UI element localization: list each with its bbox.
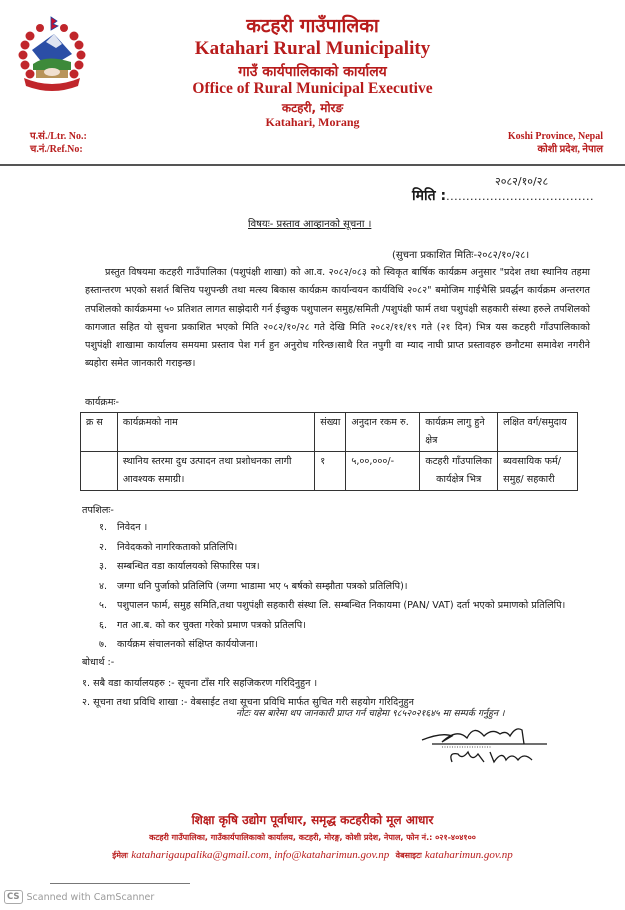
- email-link[interactable]: kataharigaupalika@gmail.com, info@kataharimun.gov.np: [131, 849, 390, 861]
- item-number: २.: [99, 541, 108, 553]
- place-en: Katahari, Morang: [265, 115, 360, 129]
- website-link[interactable]: kataharimun.gov.np: [424, 849, 513, 861]
- cc-label: बोधार्थ :-: [82, 657, 115, 668]
- header-quantity: संख्या: [315, 413, 346, 452]
- date-line: [412, 186, 594, 205]
- item-number: ४.: [99, 580, 108, 592]
- province-ne: कोशी प्रदेश, नेपाल: [537, 144, 603, 155]
- scanner-watermark: [4, 890, 154, 904]
- item-number: १.: [99, 522, 108, 533]
- item-number: ५.: [99, 600, 108, 611]
- cell-target-group: ब्यवसायिक फर्म/समुह/ सहकारी: [498, 452, 578, 491]
- municipality-name-ne: कटहरी गाउँपालिका: [246, 15, 379, 37]
- list-item: [99, 557, 589, 577]
- notice-body: प्रस्तुत विषयमा कटहरी गाउँपालिका (पशुपंक्षी शाखा) को आ.व. २०८२/०८३ को स्विकृत बार्षिक कार्यक्रम अनुसार "प्रदेश तथा स्थानिय तहमा हस्तान्तरण भएको सशर्त बित्तिय पशुपन्छी तथा मत्स्य बिकास कार्यक्रम कार्यान्वयन कार्यविधि २०८२" बमोजिम गाईभैसि प्रवर्द्धन कार्यक्रम अन्तरगत तपशिलको कार्यक्रममा ५० प्रतिशत लागत साझेदारी गर्न ईच्छुक पशुपालन समुह/समिती /पशुपंक्षी फार्म तथा पशुपंक्षी सहकारी संस्था हरुले तपशिलको कागजात सहित यो सुचना प्रकाशित भएको मिति २०८२/१०/२८ गते देखि मिति २०८२/११/१९ गते (२१ दिन) भित्र यस कटहरी गाँउपालिकाको पशुपंक्षी शाखामा कार्यालय समयमा प्रस्ताव पेश गर्न हुन अनुरोध गरिन्छ।साथै रित नपुगी वा म्याद नाघी प्राप्त प्रस्तावहरु छनौटमा समावेश नगरीने ब्यहोरा समेत जानकारी गराइन्छ।: [85, 267, 590, 370]
- email-label: ईमेलः: [112, 851, 129, 860]
- programs-table: [80, 412, 578, 491]
- cell-program-name: स्थानिय स्तरमा दुध उत्पादन तथा प्रशोधनका लागी आवश्यक समाग्री।: [117, 452, 314, 491]
- header-target-group: लक्षित वर्ग/समुदाय: [498, 413, 578, 452]
- programs-label: कार्यक्रमः-: [85, 397, 119, 408]
- municipality-name-en: Katahari Rural Municipality: [194, 38, 431, 59]
- item-text: जग्गा धनि पुर्जाको प्रतिलिपि (जग्गा भाडामा भए ५ बर्षको सम्झौता पत्रको प्रतिलिपि)।: [117, 580, 408, 592]
- item-number: ६.: [99, 619, 108, 631]
- scanner-text: Scanned with CamScanner: [26, 891, 155, 903]
- item-text: पशुपालन फार्म, समुह समिति,तथा पशुपंक्षी सहकारी संस्था लि. सम्बन्धित निकायमा (PAN/ VAT) दर्ता भएको प्रमाणको प्रतिलिपि।: [117, 600, 566, 611]
- attachments-list: [99, 518, 589, 655]
- signature-icon: [412, 718, 552, 768]
- item-text: सम्बन्धित वडा कार्यालयको सिफारिस पत्र।: [117, 561, 260, 572]
- province-en: Koshi Province, Nepal: [507, 131, 603, 142]
- website-label: वेबसाइटः: [395, 851, 422, 860]
- cc-item: २. सूचना तथा प्रविधि शाखा :- वेबसाईट तथा सूचना प्रविधि मार्फत सुचित गरी सहयोग गरिदिनुहुन: [82, 697, 414, 708]
- footer-contact: [0, 849, 625, 861]
- item-text: निवेदकको नागरिकताको प्रतिलिपि।: [117, 541, 238, 553]
- reference-number: च.नं./Ref.No:: [30, 144, 83, 155]
- cell-quantity: १: [315, 452, 346, 491]
- table-row: [81, 452, 578, 491]
- office-name-en: Office of Rural Municipal Executive: [192, 80, 433, 97]
- header-sn: क्र स: [81, 413, 118, 452]
- province-block: [508, 130, 603, 156]
- header-divider: [0, 164, 625, 166]
- date-dots: .....................................: [446, 190, 594, 203]
- letter-number: प.सं./Ltr. No.:: [30, 131, 87, 142]
- list-item: [99, 518, 589, 538]
- list-item: [99, 635, 589, 655]
- attachments-label: तपशिलः-: [82, 505, 114, 516]
- contact-note: नोटः यस बारेमा थप जानकारी प्राप्त गर्न चाहेमा ९८५२०२१६४५ मा सम्पर्क गर्नुहुन ।: [236, 708, 505, 719]
- cell-grant-amount: ५,००,०००/-: [346, 452, 420, 491]
- item-number: ७.: [99, 639, 108, 650]
- footer-slogan: शिक्षा कृषि उद्योग पूर्वाधार, समृद्ध कटहरीको मूल आधार: [191, 813, 434, 827]
- scanner-divider: [50, 883, 190, 884]
- letter-numbers: [30, 130, 87, 156]
- cell-sn: [81, 452, 118, 491]
- item-text: कार्यक्रम संचालनको संक्षिप्त कार्ययोजना।: [117, 639, 258, 650]
- subject-line: विषयः- प्रस्ताव आव्हानको सूचना ।: [248, 219, 372, 230]
- office-name-ne: गाउँ कार्यपालिकाको कार्यालय: [238, 64, 387, 80]
- date-label: मिति :: [412, 188, 447, 204]
- list-item: [99, 538, 589, 558]
- list-item: [99, 596, 589, 616]
- list-item: [99, 616, 589, 636]
- header-area: कार्यक्रम लागु हुने क्षेत्र: [420, 413, 498, 452]
- cc-item: १. सबै वडा कार्यालयहरु :- सूचना टाँस गरि सहजिकरण गरिदिनुहुन ।: [82, 678, 318, 689]
- item-text: गत आ.ब. को कर चुक्ता गरेको प्रमाण पत्रको प्रतिलपि।: [117, 619, 306, 631]
- place-ne: कटहरी, मोरङ: [281, 101, 344, 115]
- item-text: निवेदन ।: [117, 522, 148, 533]
- table-header-row: [81, 413, 578, 452]
- header-grant-amount: अनुदान रकम रु.: [346, 413, 420, 452]
- date-value: २०८२/१०/२८: [495, 175, 549, 188]
- cell-area: कटहरी गाँउपालिका कार्यक्षेत्र भित्र: [420, 452, 498, 491]
- footer-address: कटहरी गाउँपालिका, गाउँकार्यपालिकाको कार्यालय, कटहरी, मोरङ्ग, कोशी प्रदेश, नेपाल, फोन नं.: ०२१-४०४१००: [149, 833, 476, 842]
- item-number: ३.: [99, 561, 108, 572]
- camscanner-logo-icon: CS: [4, 890, 23, 904]
- header-program-name: कार्यक्रमको नाम: [117, 413, 314, 452]
- list-item: [99, 577, 589, 597]
- published-date: (सुचना प्रकाशित मितिः-२०८२/१०/२८।: [392, 250, 530, 261]
